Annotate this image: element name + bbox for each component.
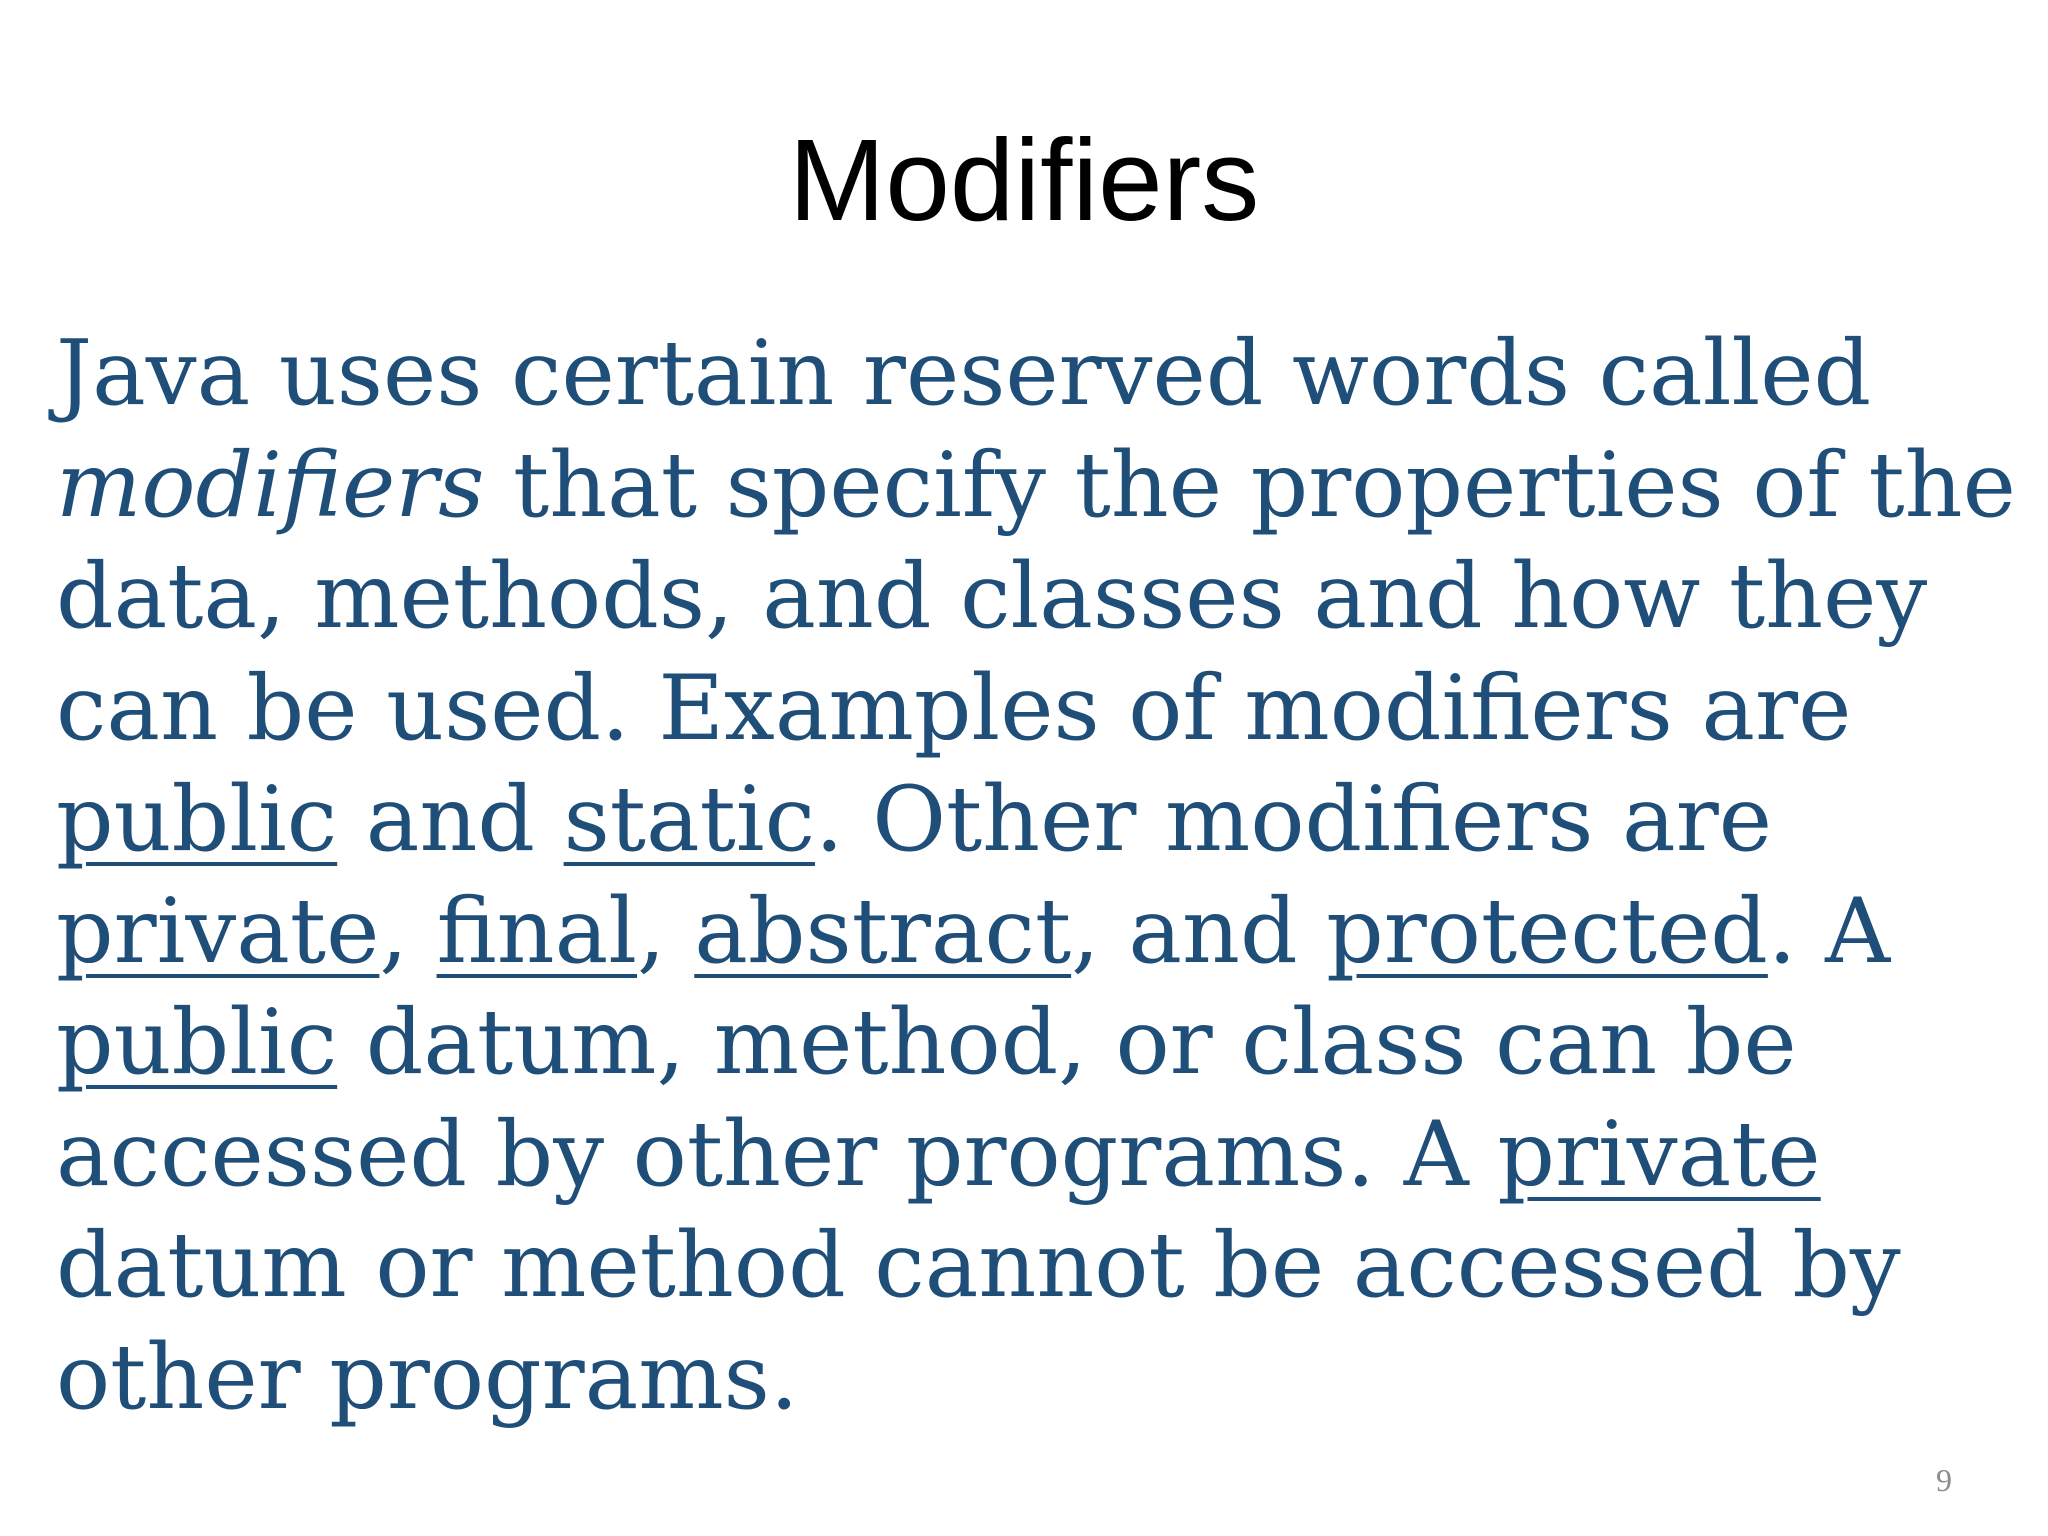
body-line-10: other programs. <box>56 1324 799 1430</box>
slide-title: Modifiers <box>788 115 1260 245</box>
body-line-2 <box>56 430 2016 542</box>
body-line-5 <box>56 764 1996 876</box>
keyword-public: public <box>56 767 338 872</box>
body-line-8 <box>56 1099 1996 1211</box>
body-text: , and <box>1071 878 1327 984</box>
keyword-static: static <box>563 767 815 872</box>
body-text: accessed by other programs. A <box>56 1101 1498 1207</box>
page-number: 9 <box>1936 1462 1952 1498</box>
body-line-6 <box>56 876 1996 988</box>
body-line-9: datum or method cannot be accessed by <box>56 1213 1901 1318</box>
keyword-private: private <box>56 878 380 984</box>
body-line-3: data, methods, and classes and how they <box>56 544 1928 649</box>
slide-body-text <box>56 318 2016 1433</box>
keyword-private: private <box>1497 1101 1821 1207</box>
body-line-2-text: that specify the properties of the <box>484 432 2016 538</box>
body-text: . Other modifiers are <box>815 767 1772 872</box>
body-text: . A <box>1767 878 1891 984</box>
body-line-1: Java uses certain reserved words called <box>56 321 1872 426</box>
emphasis-modifiers: modifiers <box>56 432 485 538</box>
keyword-public: public <box>56 990 338 1095</box>
body-text: datum, method, or class can be <box>337 990 1797 1095</box>
keyword-protected: protected <box>1326 878 1768 984</box>
body-text: and <box>337 767 564 872</box>
body-line-7 <box>56 987 1996 1099</box>
body-text: , <box>637 878 695 984</box>
body-text: , <box>379 878 437 984</box>
keyword-final: final <box>436 878 638 984</box>
keyword-abstract: abstract <box>694 878 1072 984</box>
body-line-4: can be used. Examples of modifiers are <box>56 655 1852 761</box>
